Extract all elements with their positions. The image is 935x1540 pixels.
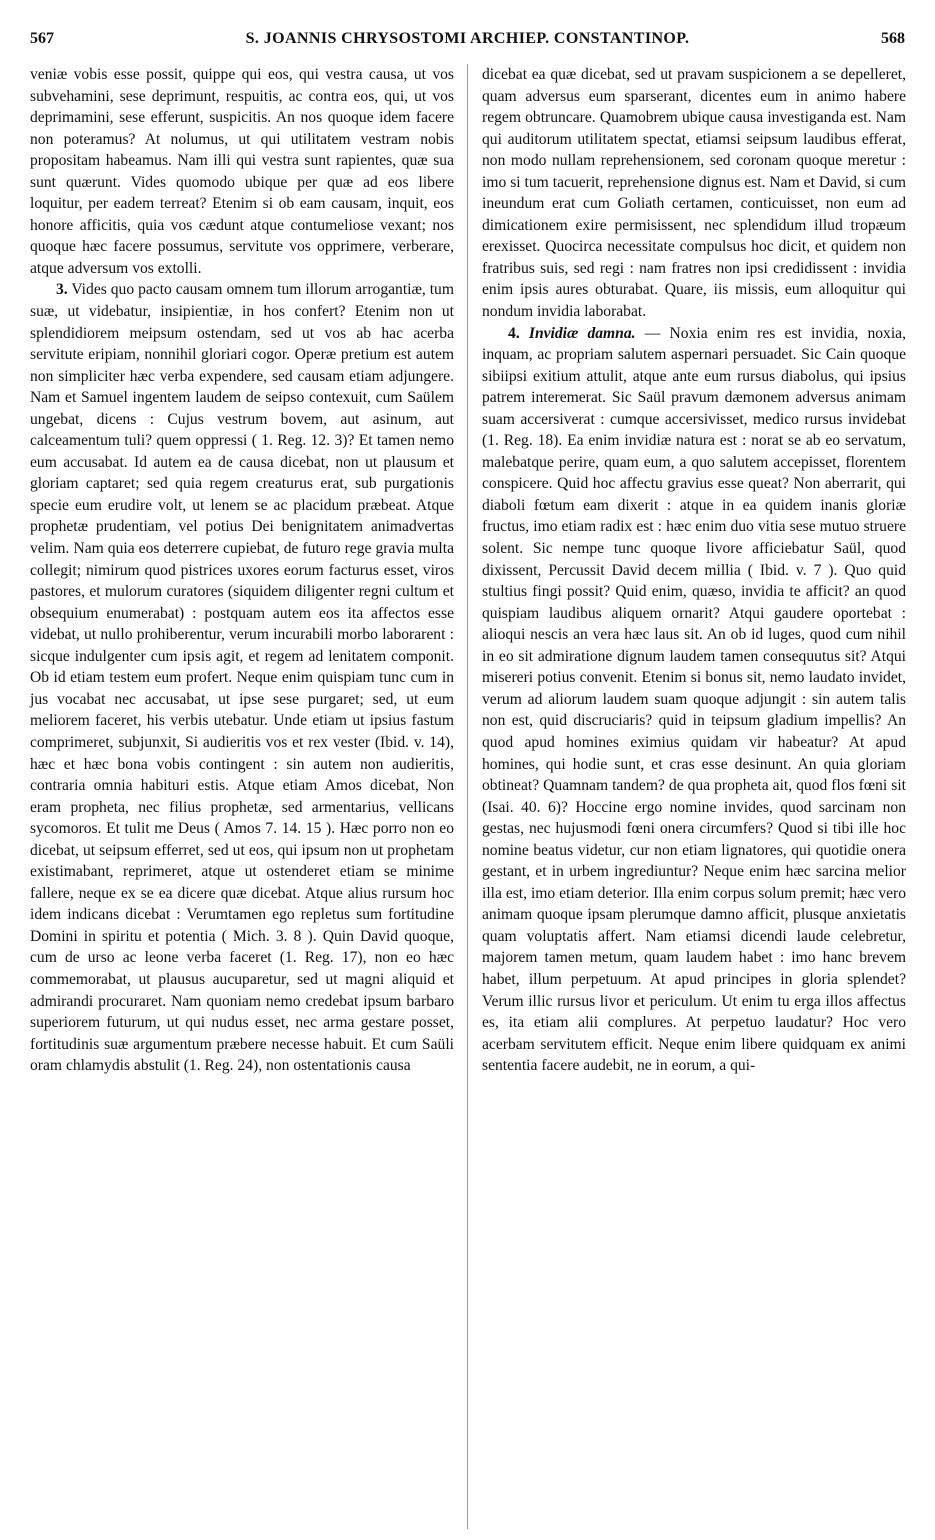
section-title: Invidiæ damna. <box>528 324 636 342</box>
left-paragraph-1: veniæ vobis esse possit, quippe qui eos, qui vestra causa, ut vos subvehamini, sese deprimunt, respuitis, ac contra eos, qui, ut vos deprimamini, sese efferunt, suspicitis. An nos quoque idem facere non poteramus? At nolumus, ut qui utilitatem vestram nobis propositam habeamus. Nam illi qui vestra sunt rapientes, quæ sua sunt quærunt. Vides quomodo ubique per quæ ad eos libere loquitur, per eadem terreat? Etenim si ob eam causam, inquit, eos honore afficitis, quia vos cædunt atque contumeliose vexant; nos quoque hæc facere possumus, servitute vos opprimere, verberare, atque adversum vos extolli. <box>30 66 454 277</box>
left-page-number: 567 <box>30 30 54 47</box>
right-paragraph-2-text: — Noxia enim res est invidia, noxia, inquam, ac propriam salutem aspernari persuadet. Sic Cain quoque sibiipsi exitium attulit, atque ante eum rursus diabolus, qui ipsius patrem interemerat. Sic Saül pravum dæmonem adversus animam suam accersiverat : cumque accersivisset, medico rursus invidebat (1. Reg. 18). Ea enim invidiæ natura est : norat se ab eo servatum, malebatque perire, quam eum, a quo salutem accepisset, florentem conspicere. Quid hoc affectu gravius esse queat? Non aberrarit, qui diaboli fœtum eam dixerit : atque in ea quidem inanis gloriæ fructus, imo etiam radix est : hæc enim duo vitia sese mutuo struere solent. Sic nempe tunc quoque livore afficiebatur Saül, quod dixissent, Percussit David decem millia ( Ibid. v. 7 ). Quo quid stultius fingi possit? Quid enim, quæso, invidia te afficit? an quod quispiam laudibus aliquem ornarit? Atqui gaudere oportebat : alioqui nescis an vera hæc laus sit. An ob id luges, quod cum nihil in eo sit admiratione dignum laudem tamen consequutus sit? Atqui misereri potius convenit. Etenim si bonus sit, nemo laudato invidet, verum ad aliorum laudem suam quoque adjungit : sin autem talis non est, quid discruciaris? quid in teipsum gladium impellis? An quod apud homines eximius quidam vir habeatur? At apud homines, qui hodie sunt, et cras esse desinunt. An quia gloriam obtineat? Quamnam tandem? de qua propheta ait, quod flos fœni sit (Isai. 40. 6)? Hoccine ergo nomine invides, quod sarcinam non gestas, nec hujusmodi fœni onera circumfers? Quod si tibi ille hoc nomine beatus videtur, cur non etiam lignatores, qui quotidie onera gestant, et in urbem ingrediuntur? Neque enim hæc sarcina melior illa est, imo etiam deterior. Illa enim corpus solum premit; hæc vero animam quoque ipsam plerumque damno afficit, plusque anxietatis quam voluptatis affert. Nam etiamsi dicendi laude celebretur, majorem tamen metum, quam laudem habet : imo hanc brevem habet, illum perpetuum. At apud principes in gloria splendet? Verum illic rursus livor et periculum. Ut enim tu erga illos affectus es, ita etiam alii complures. At perpetuo laudatur? Hoc vero acerbam servitutem efficit. Neque enim libere quidquam ex animi sententia facere audebit, ne in eorum, a qui- <box>482 324 906 1075</box>
left-paragraph-2-text: Vides quo pacto causam omnem tum illorum arrogantiæ, tum suæ, ut videbatur, insipientiæ, in hos confert? Etenim non ut splendidiorem meipsum ostendam, sed ut vos ab hac acerba servitute eripiam, nonnihil gloriari cogor. Operæ pretium est autem non simpliciter hæc verba expendere, sed causam etiam adjungere. Nam et Samuel ingentem laudem de seipso contexuit, cum Saülem ungebat, dicens : Cujus vestrum bovem, aut asinum, aut calceamentum tuli? quem oppressi ( 1. Reg. 12. 3)? Et tamen nemo eum accusabat. Id autem ea de causa dicebat, non ut plausum et gloriam captaret; sed quia regem creaturus erat, sub purgationis specie eum erudire volt, ut lenem se ac placidum præbeat. Atque prophetæ prudentiam, vel potius Dei benignitatem animadvertas velim. Nam quia eos deterrere cupiebat, de futuro rege gravia multa collegit; nimirum quod pistrices uxores eorum facturus esset, viros pastores, et mulorum curatores (siquidem diligenter regni cultum et obsequium enumerabat) : postquam autem eos ita affectos esse videbat, ut nullo prohiberentur, verum incurabili morbo laborarent : sicque indulgenter cum ipsis agit, et regem ad lenitatem componit. Ob id etiam testem eum profert. Neque enim quispiam tunc cum in jus vocabat nec accusabat, ut ipse sese purgaret; sed, ut eum meliorem faceret, his verbis utebatur. Unde etiam ut ipsius fastum comprimeret, subjunxit, Si audieritis vos et rex vester (Ibid. v. 14), hæc et hæc bona vobis contingent : sin autem non audieritis, contraria omnia habituri estis. Atque etiam Amos dicebat, Non eram propheta, nec filius prophetæ, sed armentarius, vellicans sycomoros. Et tulit me Deus ( Amos 7. 14. 15 ). Hæc porro non eo dicebat, ut seipsum efferret, sed ut eos, qui ipsum non ut prophetam existimabant, reprimeret, atque ut ostenderet etiam se minime fallere, neque ex se ea dicere quæ dicebat. Atque alius rursum hoc idem indicans dicebat : Verumtamen ego repletus sum fortitudine Domini in spiritu et potentia ( Mich. 3. 8 ). Quin David quoque, cum de urso ac leone verba faceret (1. Reg. 17), non eo hæc commemorabat, ut plausus aucuparetur, sed ut magni aliquid et admirandi procuraret. Nam quoniam nemo credebat ipsum barbaro superiorem futurum, ut qui nudus esset, nec arma gestare posset, fortitudinis suæ argumentum præbere necesse habuit. Et cum Saüli oram chlamydis abstulit (1. Reg. 24), non ostentationis causa <box>30 281 454 1075</box>
right-paragraph-1: dicebat ea quæ dicebat, sed ut pravam suspicionem a se depelleret, quam adversus eum sparserant, dicentes eum in animo habere regem obtruncare. Quamobrem ubique causa investiganda est. Nam qui auditorum utilitatem spectat, etiamsi seipsum laudibus efferat, non modo nullam reprehensionem, sed coronam quoque meretur : imo si tum tacuerit, reprehensione dignus est. Nam et David, si cum ineundum erat cum Goliath certamen, conticuisset, non eum ad dimicationem exire permisissent, nec splendidum illud tropæum erexisset. Quocirca necessitate compulsus hoc dicit, et quidem non fratribus suis, sed regi : nam fratres non ipsi credidissent : invidia enim ipsis aures obturabat. Quare, iis missis, eum alloquitur qui nondum invidia laborabat. <box>482 66 906 321</box>
right-column <box>482 64 906 1077</box>
left-paragraph-2 <box>30 279 454 1076</box>
section-number-4: 4. <box>508 324 520 342</box>
right-paragraph-2 <box>482 323 906 1077</box>
page-header <box>30 30 905 58</box>
left-column <box>30 64 454 1077</box>
right-page-number: 568 <box>881 30 905 47</box>
section-number-3: 3. <box>56 281 68 299</box>
column-divider <box>467 64 468 1529</box>
running-title: S. JOANNIS CHRYSOSTOMI ARCHIEP. CONSTANTINOP. <box>245 30 690 47</box>
